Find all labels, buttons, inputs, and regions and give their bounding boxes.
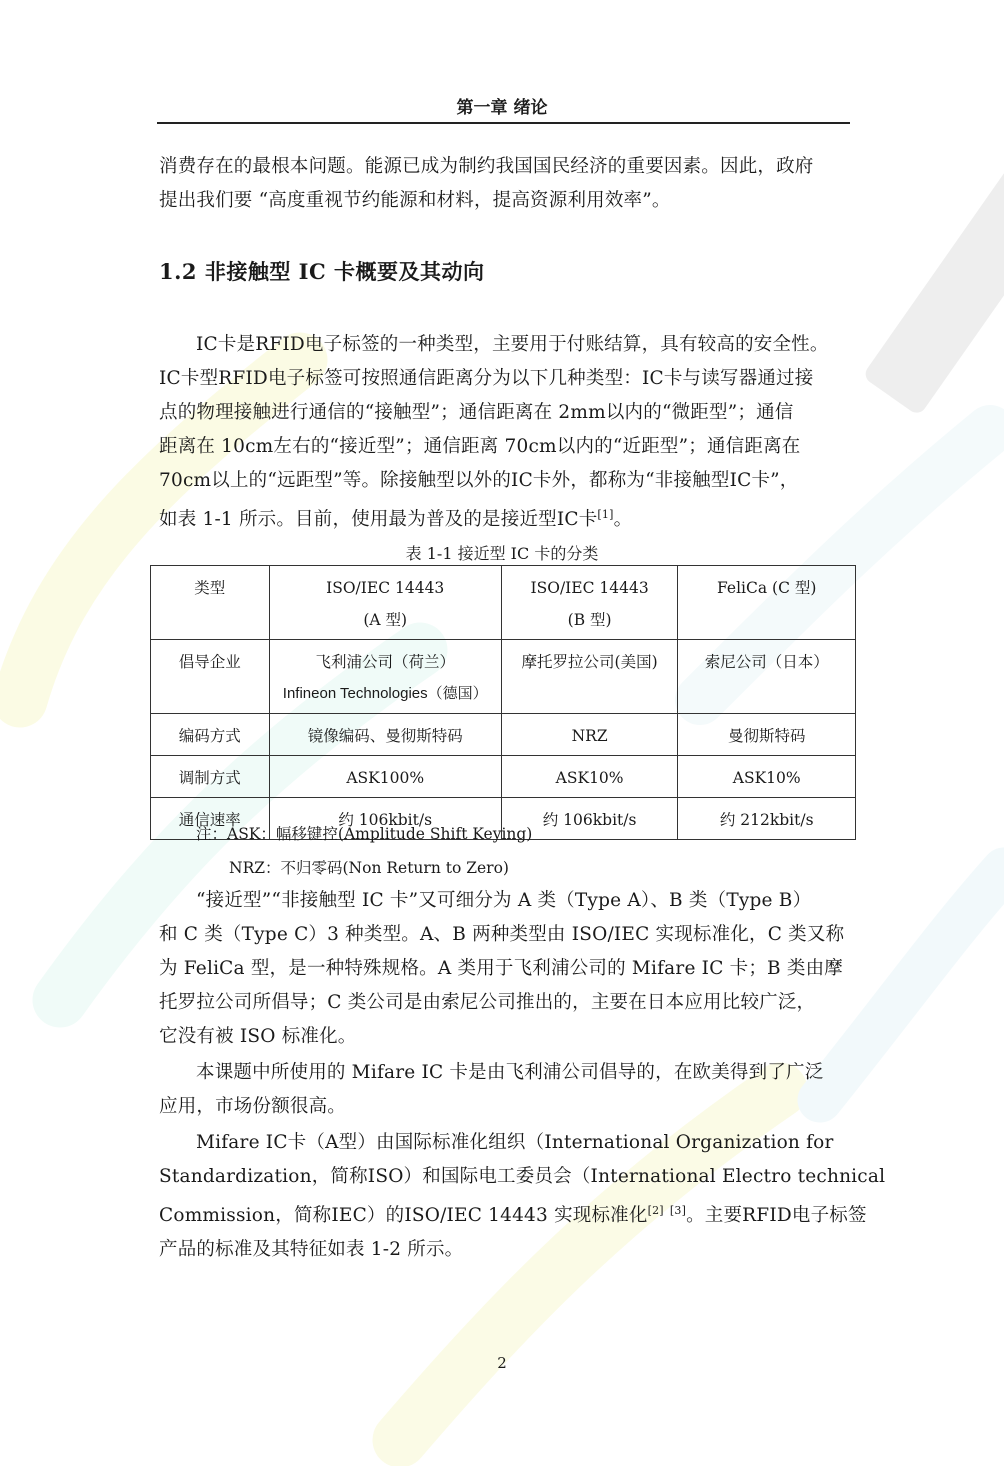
text-line: 70cm以上的“远距型”等。除接触型以外的IC卡外，都称为“非接触型IC卡”， (159, 470, 799, 491)
text-line: 应用，市场份额很高。 (159, 1096, 347, 1117)
text-line: 和 C 类（Type C）3 种类型。A、B 两种类型由 ISO/IEC 实现标准化，C 类又称 (159, 924, 845, 945)
table-cell: 约 106kbit/s (269, 798, 501, 840)
text-line: 本课题中所使用的 Mifare IC 卡是由飞利浦公司倡导的，在欧美得到了广泛 (196, 1062, 824, 1083)
citation: [3] (669, 1204, 687, 1217)
paragraph-type-classes (159, 884, 851, 1054)
table-cell: 曼彻斯特码 (678, 714, 856, 756)
table-cell: ISO/IEC 14443 (B 型) (501, 566, 678, 640)
table-cell: ASK10% (501, 756, 678, 798)
table-cell: ASK10% (678, 756, 856, 798)
table-row (151, 566, 856, 640)
table-row (151, 640, 856, 714)
table-cell: 索尼公司（日本） (678, 640, 856, 714)
table-cell: NRZ (501, 714, 678, 756)
table-cell: 摩托罗拉公司(美国) (501, 640, 678, 714)
header-rule (157, 122, 850, 124)
text-line: 托罗拉公司所倡导；C 类公司是由索尼公司推出的，主要在日本应用比较广泛， (159, 992, 816, 1013)
paragraph-mifare-usage (159, 1056, 851, 1124)
page-number: 2 (497, 1354, 507, 1372)
text-segment: 。 (613, 509, 633, 531)
text-line: Mifare IC卡（A型）由国际标准化组织（International Organization for (196, 1132, 834, 1153)
table-note-ask: 注：ASK：幅移键控(Amplitude Shift Keying) (196, 825, 533, 843)
table-caption: 表 1-1 接近型 IC 卡的分类 (405, 544, 599, 563)
text-line: 产品的标准及其特征如表 1-2 所示。 (159, 1239, 464, 1261)
table-cell: 飞利浦公司（荷兰） Infineon Technologies（德国） (269, 640, 501, 714)
table-cell: 编码方式 (151, 714, 270, 756)
table-cell: 约 212kbit/s (678, 798, 856, 840)
text-line (159, 1194, 867, 1233)
text-line: Standardization，简称ISO）和国际电工委员会（International Electro technical (159, 1166, 886, 1187)
table-cell: 倡导企业 (151, 640, 270, 714)
section-heading: 1.2 非接触型 IC 卡概要及其动向 (159, 259, 485, 284)
paragraph-ic-card-types (159, 328, 851, 537)
table-cell: ASK100% (269, 756, 501, 798)
citation: [2] (647, 1204, 664, 1217)
running-header: 第一章 绪论 (456, 98, 548, 118)
table-cell: 通信速率 (151, 798, 270, 840)
table-row (151, 714, 856, 756)
paragraph-mifare-standard (159, 1126, 886, 1267)
ic-card-table (150, 565, 856, 840)
text-line: 距离在 10cm左右的“接近型”；通信距离 70cm以内的“近距型”；通信距离在 (159, 436, 801, 457)
table-cell: 类型 (151, 566, 270, 640)
text-line: 点的物理接触进行通信的“接触型”；通信距离在 2mm以内的“微距型”；通信 (159, 402, 794, 423)
table-cell: 调制方式 (151, 756, 270, 798)
table-cell: ISO/IEC 14443 (A 型) (269, 566, 501, 640)
table-row (151, 756, 856, 798)
text-segment: Commission，简称IEC）的ISO/IEC 14443 实现标准化 (159, 1205, 648, 1227)
text-line: 提出我们要 “高度重视节约能源和材料，提高资源利用效率”。 (159, 190, 671, 211)
text-line: IC卡是RFID电子标签的一种类型，主要用于付账结算，具有较高的安全性。 (196, 334, 829, 355)
table-cell: FeliCa (C 型) (678, 566, 856, 640)
table-note-nrz: NRZ：不归零码(Non Return to Zero) (229, 859, 509, 877)
intro-paragraph (159, 150, 851, 218)
table-cell: 约 106kbit/s (501, 798, 678, 840)
text-line: 它没有被 ISO 标准化。 (159, 1026, 357, 1047)
text-segment: 如表 1-1 所示。目前，使用最为普及的是接近型IC卡 (159, 509, 598, 531)
text-line: IC卡型RFID电子标签可按照通信距离分为以下几种类型：IC卡与读写器通过接 (159, 368, 814, 389)
text-line: 消费存在的最根本问题。能源已成为制约我国国民经济的重要因素。因此，政府 (159, 156, 814, 177)
text-line: “接近型”“非接触型 IC 卡”又可细分为 A 类（Type A）、B 类（Type B） (196, 890, 812, 911)
text-line: 为 FeliCa 型，是一种特殊规格。A 类用于飞利浦公司的 Mifare IC 卡；B 类由摩 (159, 958, 844, 979)
table-cell: 镜像编码、曼彻斯特码 (269, 714, 501, 756)
text-segment: 。主要RFID电子标签 (686, 1205, 867, 1227)
citation: [1] (597, 508, 614, 521)
text-line (159, 498, 851, 537)
